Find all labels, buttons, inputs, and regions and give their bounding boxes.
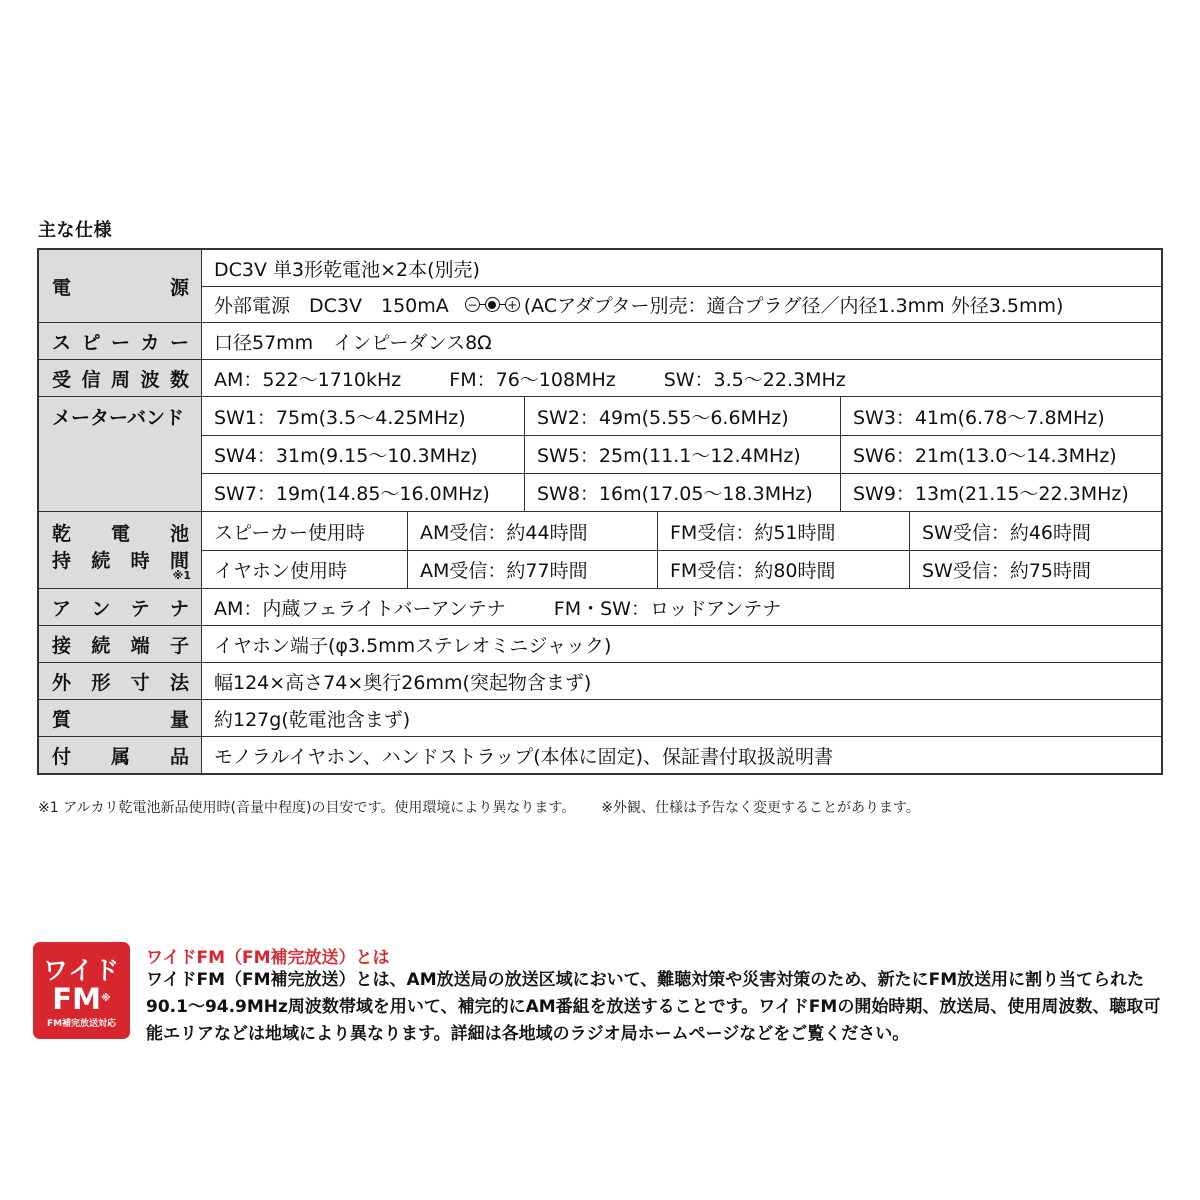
row-accessories — [39, 736, 1161, 773]
label-power: 電 源 — [39, 250, 202, 322]
band-cell: SW4：31m(9.15〜10.3MHz) — [202, 436, 525, 473]
spec-heading: 主な仕様 — [38, 220, 112, 241]
band-cell: SW1：75m(3.5〜4.25MHz) — [202, 397, 525, 435]
battery-cell: AM受信：約44時間 — [408, 512, 658, 550]
label-weight: 質 量 — [39, 700, 202, 736]
row-dimensions — [39, 662, 1161, 699]
band-row — [202, 473, 1161, 511]
battery-cell: AM受信：約77時間 — [408, 551, 658, 588]
band-cell: SW6：21m(13.0〜14.3MHz) — [853, 445, 1117, 467]
band-cell: SW7：19m(14.85〜16.0MHz) — [202, 474, 525, 511]
row-meter-band — [39, 396, 1161, 511]
label-accessories: 付 属 品 — [39, 737, 202, 773]
value-terminal: イヤホン端子(φ3.5mmステレオミニジャック) — [214, 634, 612, 657]
label-speaker: ス ピ ー カ ー — [39, 323, 202, 359]
value-antenna: AM：内蔵フェライトバーアンテナ FM・SW：ロッドアンテナ — [214, 597, 782, 620]
footnote: ※1 アルカリ乾電池新品使用時(音量中程度)の目安です。使用環境により異なります。 ※外観、仕様は予告なく変更することがあります。 — [38, 800, 920, 816]
label-dimensions: 外 形 寸 法 — [39, 663, 202, 699]
battery-row — [202, 512, 1161, 550]
value-dimensions: 幅124×高さ74×奥行26mm(突起物含まず) — [214, 671, 592, 694]
label-terminal: 接 続 端 子 — [39, 626, 202, 662]
label-frequency: 受 信 周 波 数 — [39, 360, 202, 396]
label-antenna: ア ン テ ナ — [39, 589, 202, 625]
battery-cell: FM受信：約80時間 — [658, 551, 910, 588]
value-frequency: AM：522〜1710kHz FM：76〜108MHz SW：3.5〜22.3MHz — [214, 368, 846, 391]
battery-cell: イヤホン使用時 — [202, 551, 408, 588]
label-battery-life: 乾 電 池 持 続 時 間 ※1 — [39, 512, 202, 588]
row-speaker — [39, 322, 1161, 359]
row-power — [39, 250, 1161, 322]
band-cell: SW8：16m(17.05〜18.3MHz) — [525, 474, 841, 511]
battery-cell: FM受信：約51時間 — [658, 512, 910, 550]
power-external: 外部電源 DC3V 150mA − + (ACアダプター別売：適合プラグ径／内径1.3mm 外径3.5mm) — [202, 286, 1161, 322]
battery-cell: SW受信：約46時間 — [922, 521, 1092, 544]
wide-fm-title: ワイドFM（FM補完放送）とは — [146, 948, 390, 968]
band-cell: SW5：25m(11.1〜12.4MHz) — [525, 436, 841, 473]
value-power — [202, 250, 1161, 322]
band-row — [202, 397, 1161, 435]
power-battery: DC3V 単3形乾電池×2本(別売) — [214, 258, 480, 281]
band-cell: SW2：49m(5.55〜6.6MHz) — [525, 397, 841, 435]
row-frequency — [39, 359, 1161, 396]
wide-fm-logo: ワイド FM※ FM補完放送対応 — [33, 942, 130, 1039]
row-terminal — [39, 625, 1161, 662]
battery-cell: スピーカー使用時 — [202, 512, 408, 550]
battery-cell: SW受信：約75時間 — [922, 560, 1092, 582]
value-speaker: 口径57mm インピーダンス8Ω — [214, 331, 492, 354]
label-meter-band: メーターバンド — [39, 397, 202, 511]
row-weight — [39, 699, 1161, 736]
value-accessories: モノラルイヤホン、ハンドストラップ(本体に固定)、保証書付取扱説明書 — [214, 745, 834, 768]
spec-table — [37, 248, 1163, 775]
battery-row — [202, 550, 1161, 588]
value-weight: 約127g(乾電池含まず) — [214, 708, 411, 731]
band-row — [202, 435, 1161, 473]
band-cell: SW9：13m(21.15〜22.3MHz) — [853, 483, 1129, 505]
polarity-icon: − + — [465, 297, 520, 312]
row-antenna — [39, 588, 1161, 625]
row-battery-life — [39, 511, 1161, 588]
wide-fm-description: ワイドFM（FM補完放送）とは、AM放送局の放送区域において、難聴対策や災害対策のため、新たにFM放送用に割り当てられた90.1〜94.9MHz周波数帯域を用いて、補完的にAM番組を放送することです。ワイドFMの開始時期、放送局、使用周波数、聴取可能エリアなどは地域により異なります。詳細は各地域のラジオ局ホームページなどをご覧ください。 — [146, 970, 1161, 1044]
band-cell: SW3：41m(6.78〜7.8MHz) — [853, 406, 1105, 429]
